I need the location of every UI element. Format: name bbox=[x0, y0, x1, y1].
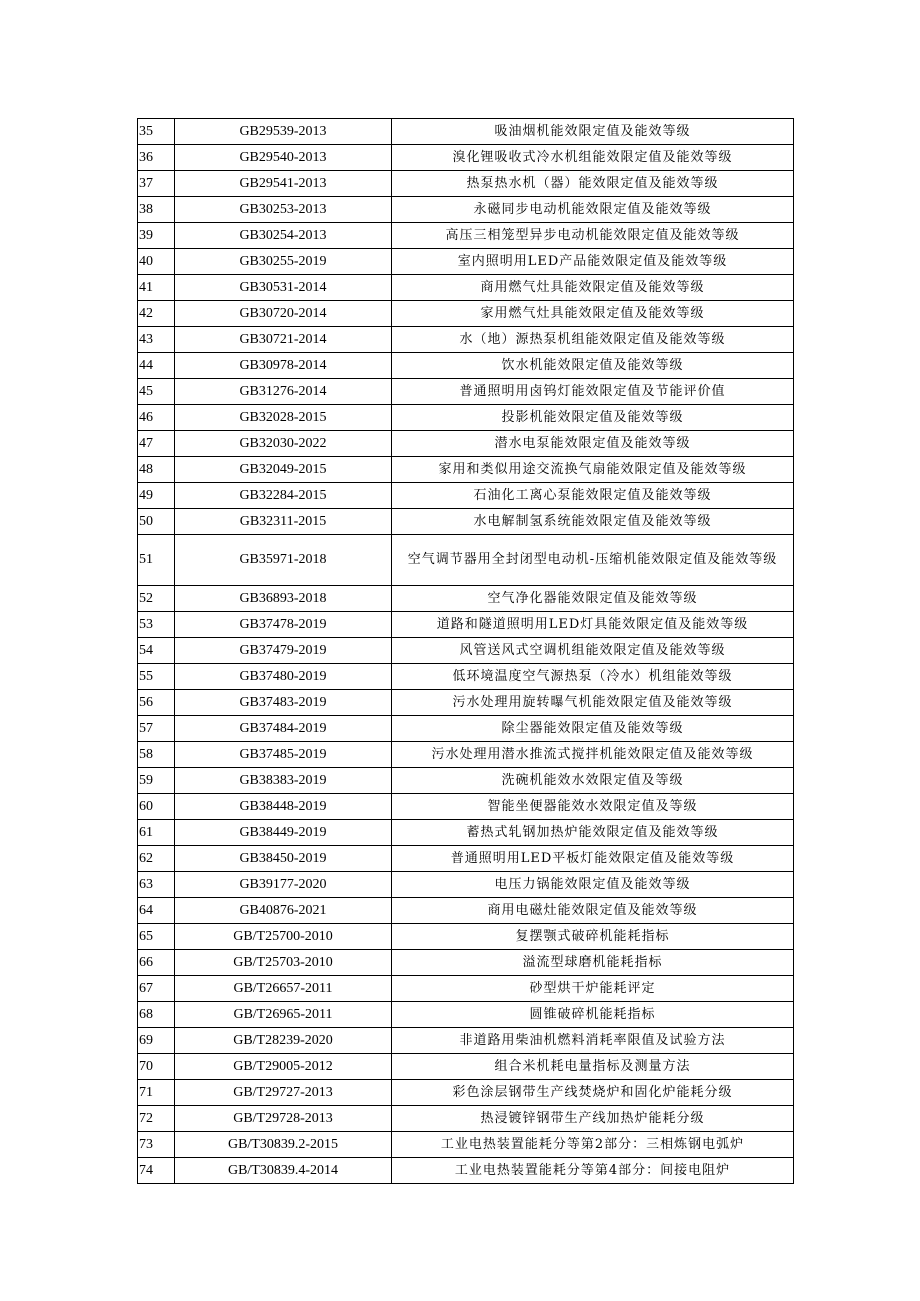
table-row bbox=[138, 171, 794, 197]
standard-name: 家用燃气灶具能效限定值及能效等级 bbox=[392, 301, 794, 327]
row-number: 68 bbox=[138, 1002, 175, 1028]
table-row bbox=[138, 1054, 794, 1080]
standard-code: GB37480-2019 bbox=[175, 664, 392, 690]
row-number: 53 bbox=[138, 612, 175, 638]
standard-code: GB29539-2013 bbox=[175, 119, 392, 145]
row-number: 66 bbox=[138, 950, 175, 976]
standard-name: 低环境温度空气源热泵（冷水）机组能效等级 bbox=[392, 664, 794, 690]
standard-code: GB30720-2014 bbox=[175, 301, 392, 327]
standard-code: GB30253-2013 bbox=[175, 197, 392, 223]
standard-code: GB39177-2020 bbox=[175, 872, 392, 898]
row-number: 38 bbox=[138, 197, 175, 223]
standard-code: GB32049-2015 bbox=[175, 457, 392, 483]
table-row bbox=[138, 379, 794, 405]
standard-name: 室内照明用LED产品能效限定值及能效等级 bbox=[392, 249, 794, 275]
row-number: 74 bbox=[138, 1158, 175, 1184]
standard-code: GB/T30839.2-2015 bbox=[175, 1132, 392, 1158]
standard-code: GB36893-2018 bbox=[175, 586, 392, 612]
table-row bbox=[138, 197, 794, 223]
table-row bbox=[138, 846, 794, 872]
table-row bbox=[138, 872, 794, 898]
table-row bbox=[138, 509, 794, 535]
standard-code: GB40876-2021 bbox=[175, 898, 392, 924]
row-number: 37 bbox=[138, 171, 175, 197]
row-number: 55 bbox=[138, 664, 175, 690]
row-number: 65 bbox=[138, 924, 175, 950]
table-row bbox=[138, 275, 794, 301]
standard-name: 空气净化器能效限定值及能效等级 bbox=[392, 586, 794, 612]
table-row bbox=[138, 145, 794, 171]
standard-code: GB38450-2019 bbox=[175, 846, 392, 872]
standard-code: GB30254-2013 bbox=[175, 223, 392, 249]
standard-name: 水（地）源热泵机组能效限定值及能效等级 bbox=[392, 327, 794, 353]
row-number: 40 bbox=[138, 249, 175, 275]
standard-name: 潜水电泵能效限定值及能效等级 bbox=[392, 431, 794, 457]
table-row bbox=[138, 794, 794, 820]
standard-name: 商用燃气灶具能效限定值及能效等级 bbox=[392, 275, 794, 301]
standard-name: 商用电磁灶能效限定值及能效等级 bbox=[392, 898, 794, 924]
standard-code: GB35971-2018 bbox=[175, 535, 392, 586]
standard-name: 空气调节器用全封闭型电动机-压缩机能效限定值及能效等级 bbox=[392, 535, 794, 586]
standard-code: GB/T25700-2010 bbox=[175, 924, 392, 950]
row-number: 50 bbox=[138, 509, 175, 535]
standard-code: GB38383-2019 bbox=[175, 768, 392, 794]
standard-code: GB/T26965-2011 bbox=[175, 1002, 392, 1028]
standard-name: 投影机能效限定值及能效等级 bbox=[392, 405, 794, 431]
table-row bbox=[138, 716, 794, 742]
row-number: 45 bbox=[138, 379, 175, 405]
standard-code: GB30978-2014 bbox=[175, 353, 392, 379]
row-number: 63 bbox=[138, 872, 175, 898]
standard-name: 家用和类似用途交流换气扇能效限定值及能效等级 bbox=[392, 457, 794, 483]
standard-name: 除尘器能效限定值及能效等级 bbox=[392, 716, 794, 742]
standard-name: 彩色涂层钢带生产线焚烧炉和固化炉能耗分级 bbox=[392, 1080, 794, 1106]
standard-name: 组合米机耗电量指标及测量方法 bbox=[392, 1054, 794, 1080]
table-row bbox=[138, 612, 794, 638]
row-number: 51 bbox=[138, 535, 175, 586]
table-row bbox=[138, 483, 794, 509]
standard-name: 砂型烘干炉能耗评定 bbox=[392, 976, 794, 1002]
row-number: 49 bbox=[138, 483, 175, 509]
table-row bbox=[138, 820, 794, 846]
table-row bbox=[138, 586, 794, 612]
table-row bbox=[138, 535, 794, 586]
table-row bbox=[138, 301, 794, 327]
row-number: 69 bbox=[138, 1028, 175, 1054]
table-row bbox=[138, 976, 794, 1002]
standard-code: GB30531-2014 bbox=[175, 275, 392, 301]
standard-name: 吸油烟机能效限定值及能效等级 bbox=[392, 119, 794, 145]
standard-name: 热泵热水机（器）能效限定值及能效等级 bbox=[392, 171, 794, 197]
row-number: 43 bbox=[138, 327, 175, 353]
standard-code: GB30721-2014 bbox=[175, 327, 392, 353]
table-row bbox=[138, 431, 794, 457]
standard-code: GB31276-2014 bbox=[175, 379, 392, 405]
row-number: 48 bbox=[138, 457, 175, 483]
row-number: 46 bbox=[138, 405, 175, 431]
standard-code: GB/T29727-2013 bbox=[175, 1080, 392, 1106]
table-row bbox=[138, 119, 794, 145]
row-number: 64 bbox=[138, 898, 175, 924]
row-number: 47 bbox=[138, 431, 175, 457]
standard-code: GB/T29728-2013 bbox=[175, 1106, 392, 1132]
table-row bbox=[138, 1106, 794, 1132]
standard-code: GB37484-2019 bbox=[175, 716, 392, 742]
standard-code: GB38449-2019 bbox=[175, 820, 392, 846]
standard-name: 污水处理用旋转曝气机能效限定值及能效等级 bbox=[392, 690, 794, 716]
row-number: 61 bbox=[138, 820, 175, 846]
standard-code: GB37485-2019 bbox=[175, 742, 392, 768]
table-row bbox=[138, 1132, 794, 1158]
row-number: 72 bbox=[138, 1106, 175, 1132]
standard-code: GB32028-2015 bbox=[175, 405, 392, 431]
standard-code: GB/T30839.4-2014 bbox=[175, 1158, 392, 1184]
standard-code: GB38448-2019 bbox=[175, 794, 392, 820]
table-row bbox=[138, 664, 794, 690]
standards-table bbox=[137, 118, 794, 1184]
row-number: 56 bbox=[138, 690, 175, 716]
standard-name: 工业电热装置能耗分等第2部分：三相炼钢电弧炉 bbox=[392, 1132, 794, 1158]
table-row bbox=[138, 1158, 794, 1184]
table-row bbox=[138, 327, 794, 353]
row-number: 67 bbox=[138, 976, 175, 1002]
standard-name: 溢流型球磨机能耗指标 bbox=[392, 950, 794, 976]
standard-name: 风管送风式空调机组能效限定值及能效等级 bbox=[392, 638, 794, 664]
row-number: 39 bbox=[138, 223, 175, 249]
standards-table-body bbox=[138, 119, 794, 1184]
standard-name: 复摆颚式破碎机能耗指标 bbox=[392, 924, 794, 950]
table-row bbox=[138, 950, 794, 976]
standard-name: 水电解制氢系统能效限定值及能效等级 bbox=[392, 509, 794, 535]
standard-code: GB37479-2019 bbox=[175, 638, 392, 664]
standard-code: GB30255-2019 bbox=[175, 249, 392, 275]
standard-name: 普通照明用LED平板灯能效限定值及能效等级 bbox=[392, 846, 794, 872]
row-number: 70 bbox=[138, 1054, 175, 1080]
row-number: 71 bbox=[138, 1080, 175, 1106]
row-number: 60 bbox=[138, 794, 175, 820]
standard-code: GB32030-2022 bbox=[175, 431, 392, 457]
row-number: 41 bbox=[138, 275, 175, 301]
table-row bbox=[138, 249, 794, 275]
row-number: 42 bbox=[138, 301, 175, 327]
standard-code: GB/T26657-2011 bbox=[175, 976, 392, 1002]
standard-code: GB37478-2019 bbox=[175, 612, 392, 638]
standard-code: GB29540-2013 bbox=[175, 145, 392, 171]
standard-name: 污水处理用潜水推流式搅拌机能效限定值及能效等级 bbox=[392, 742, 794, 768]
standard-code: GB32284-2015 bbox=[175, 483, 392, 509]
table-row bbox=[138, 353, 794, 379]
standard-name: 电压力锅能效限定值及能效等级 bbox=[392, 872, 794, 898]
standard-name: 洗碗机能效水效限定值及等级 bbox=[392, 768, 794, 794]
standard-name: 永磁同步电动机能效限定值及能效等级 bbox=[392, 197, 794, 223]
standard-name: 饮水机能效限定值及能效等级 bbox=[392, 353, 794, 379]
table-row bbox=[138, 898, 794, 924]
row-number: 52 bbox=[138, 586, 175, 612]
table-row bbox=[138, 924, 794, 950]
standard-code: GB37483-2019 bbox=[175, 690, 392, 716]
row-number: 59 bbox=[138, 768, 175, 794]
table-row bbox=[138, 768, 794, 794]
standard-name: 非道路用柴油机燃料消耗率限值及试验方法 bbox=[392, 1028, 794, 1054]
standard-name: 智能坐便器能效水效限定值及等级 bbox=[392, 794, 794, 820]
table-row bbox=[138, 457, 794, 483]
table-row bbox=[138, 742, 794, 768]
table-row bbox=[138, 405, 794, 431]
row-number: 35 bbox=[138, 119, 175, 145]
standard-name: 工业电热装置能耗分等第4部分：间接电阻炉 bbox=[392, 1158, 794, 1184]
table-row bbox=[138, 690, 794, 716]
table-row bbox=[138, 1002, 794, 1028]
table-row bbox=[138, 1080, 794, 1106]
row-number: 62 bbox=[138, 846, 175, 872]
standard-name: 溴化锂吸收式冷水机组能效限定值及能效等级 bbox=[392, 145, 794, 171]
row-number: 58 bbox=[138, 742, 175, 768]
row-number: 73 bbox=[138, 1132, 175, 1158]
standard-name: 蓄热式轧钢加热炉能效限定值及能效等级 bbox=[392, 820, 794, 846]
standard-code: GB29541-2013 bbox=[175, 171, 392, 197]
table-row bbox=[138, 223, 794, 249]
table-row bbox=[138, 638, 794, 664]
standard-code: GB32311-2015 bbox=[175, 509, 392, 535]
standard-code: GB/T29005-2012 bbox=[175, 1054, 392, 1080]
table-row bbox=[138, 1028, 794, 1054]
row-number: 54 bbox=[138, 638, 175, 664]
standard-name: 热浸镀锌钢带生产线加热炉能耗分级 bbox=[392, 1106, 794, 1132]
standard-code: GB/T28239-2020 bbox=[175, 1028, 392, 1054]
standard-code: GB/T25703-2010 bbox=[175, 950, 392, 976]
standard-name: 圆锥破碎机能耗指标 bbox=[392, 1002, 794, 1028]
row-number: 57 bbox=[138, 716, 175, 742]
standard-name: 石油化工离心泵能效限定值及能效等级 bbox=[392, 483, 794, 509]
row-number: 44 bbox=[138, 353, 175, 379]
standard-name: 高压三相笼型异步电动机能效限定值及能效等级 bbox=[392, 223, 794, 249]
standard-name: 普通照明用卤钨灯能效限定值及节能评价值 bbox=[392, 379, 794, 405]
row-number: 36 bbox=[138, 145, 175, 171]
standard-name: 道路和隧道照明用LED灯具能效限定值及能效等级 bbox=[392, 612, 794, 638]
